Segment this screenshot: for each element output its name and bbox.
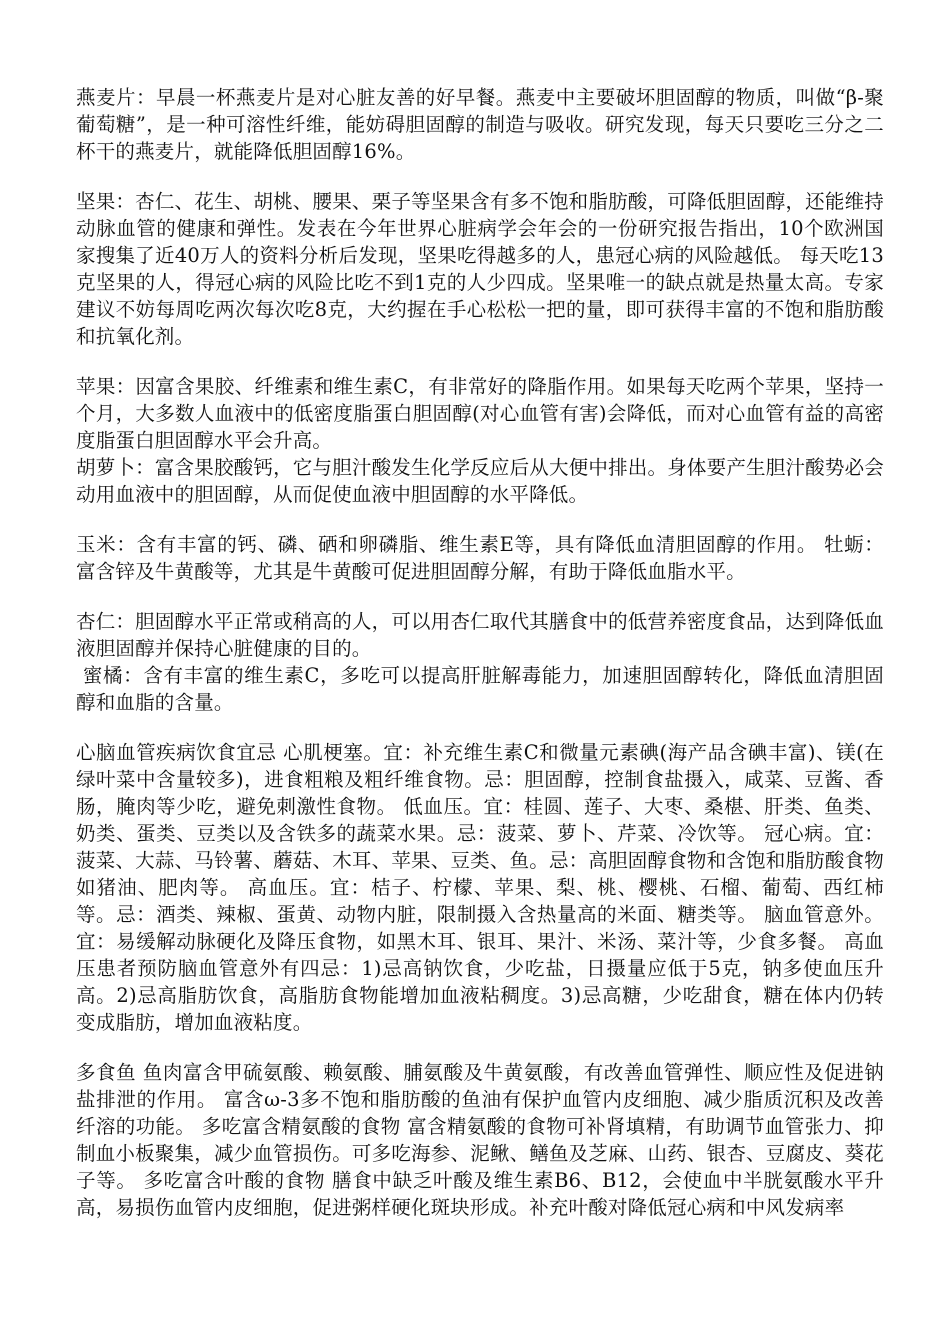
paragraph-oatmeal: 燕麦片：早晨一杯燕麦片是对心脏友善的好早餐。燕麦中主要破坏胆固醇的物质，叫做“β-聚葡萄糖”，是一种可溶性纤维，能妨碍胆固醇的制造与吸收。研究发现，每天只要吃三分之二杯干的燕麦片，就能降低胆固醇16%。 bbox=[76, 86, 884, 163]
paragraph-cardio-diet: 心脑血管疾病饮食宜忌 心肌梗塞。宜：补充维生素C和微量元素碘(海产品含碘丰富)、镁(在绿叶菜中含量较多)，进食粗粮及粗纤维食物。忌：胆固醇，控制食盐摄入，咸菜、豆酱、香肠，腌肉等少吃，避免刺激性食物。 低血压。宜：桂圆、莲子、大枣、桑椹、肝类、鱼类、奶类、蛋类、豆类以及含铁多的蔬菜水果。忌：菠菜、萝卜、芹菜、冷饮等。 冠心病。宜：菠菜、大蒜、马铃薯、蘑菇、木耳、苹果、豆类、鱼。忌：高胆固醇食物和含饱和脂肪酸食物如猪油、肥肉等。 高血压。宜：桔子、柠檬、苹果、梨、桃、樱桃、石榴、葡萄、西红柿等。忌：酒类、辣椒、蛋黄、动物内脏，限制摄入含热量高的米面、糖类等。 脑血管意外。宜：易缓解动脉硬化及降压食物，如黑木耳、银耳、果汁、米汤、菜汁等，少食多餐。 高血压患者预防脑血管意外有四忌：1)忌高钠饮食，少吃盐，日摄量应低于5克，钠多使血压升高。2)忌高脂肪饮食，高脂肪食物能增加血液粘稠度。3)忌高糖，少吃甜食，糖在体内仍转变成脂肪，增加血液粘度。 bbox=[76, 741, 884, 1034]
paragraph-spacer bbox=[76, 508, 884, 531]
paragraph-spacer bbox=[76, 716, 884, 739]
paragraph-nuts: 坚果：杏仁、花生、胡桃、腰果、栗子等坚果含有多不饱和脂肪酸，可降低胆固醇，还能维持动脉血管的健康和弹性。发表在今年世界心脏病学会年会的一份研究报告指出，10个欧洲国家搜集了近40万人的资料分析后发现，坚果吃得越多的人，患冠心病的风险越低。 每天吃13克坚果的人，得冠心病的风险比吃不到1克的人少四成。坚果唯一的缺点就是热量太高。专家建议不妨每周吃两次每次吃8克，大约握在手心松松一把的量，即可获得丰富的不饱和脂肪酸和抗氧化剂。 bbox=[76, 190, 884, 348]
paragraph-corn-oyster: 玉米：含有丰富的钙、磷、硒和卵磷脂、维生素E等，具有降低血清胆固醇的作用。 牡蛎：富含锌及牛黄酸等，尤其是牛黄酸可促进胆固醇分解，有助于降低血脂水平。 bbox=[76, 533, 884, 583]
paragraph-almond-tangerine: 杏仁：胆固醇水平正常或稍高的人，可以用杏仁取代其膳食中的低营养密度食品，达到降低血液胆固醇并保持心脏健康的目的。 蜜橘：含有丰富的维生素C，多吃可以提高肝脏解毒能力，加速胆固醇转化，降低血清胆固醇和血脂的含量。 bbox=[76, 610, 884, 714]
paragraph-fish-diet: 多食鱼 鱼肉富含甲硫氨酸、赖氨酸、脯氨酸及牛黄氨酸，有改善血管弹性、顺应性及促进钠盐排泄的作用。 富含ω-3多不饱和脂肪酸的鱼油有保护血管内皮细胞、减少脂质沉积及改善纤溶的功能。 多吃富含精氨酸的食物 富含精氨酸的食物可补肾填精，有助调节血管张力、抑制血小板聚集，减少血管损伤。可多吃海参、泥鳅、鳝鱼及芝麻、山药、银杏、豆腐皮、葵花子等。 多吃富含叶酸的食物 膳食中缺乏叶酸及维生素B6、B12，会使血中半胱氨酸水平升高，易损伤血管内皮细胞，促进粥样硬化斑块形成。补充叶酸对降低冠心病和中风发病率 bbox=[76, 1061, 884, 1219]
paragraph-spacer bbox=[76, 1036, 884, 1059]
document-body bbox=[76, 84, 884, 1221]
paragraph-spacer bbox=[76, 165, 884, 188]
paragraph-apple-carrot: 苹果：因富含果胶、纤维素和维生素C，有非常好的降脂作用。如果每天吃两个苹果，坚持一个月，大多数人血液中的低密度脂蛋白胆固醇(对心血管有害)会降低，而对心血管有益的高密度脂蛋白胆固醇水平会升高。 胡萝卜：富含果胶酸钙，它与胆汁酸发生化学反应后从大便中排出。身体要产生胆汁酸势必会动用血液中的胆固醇，从而促使血液中胆固醇的水平降低。 bbox=[76, 375, 884, 506]
paragraph-spacer bbox=[76, 585, 884, 608]
paragraph-spacer bbox=[76, 350, 884, 373]
